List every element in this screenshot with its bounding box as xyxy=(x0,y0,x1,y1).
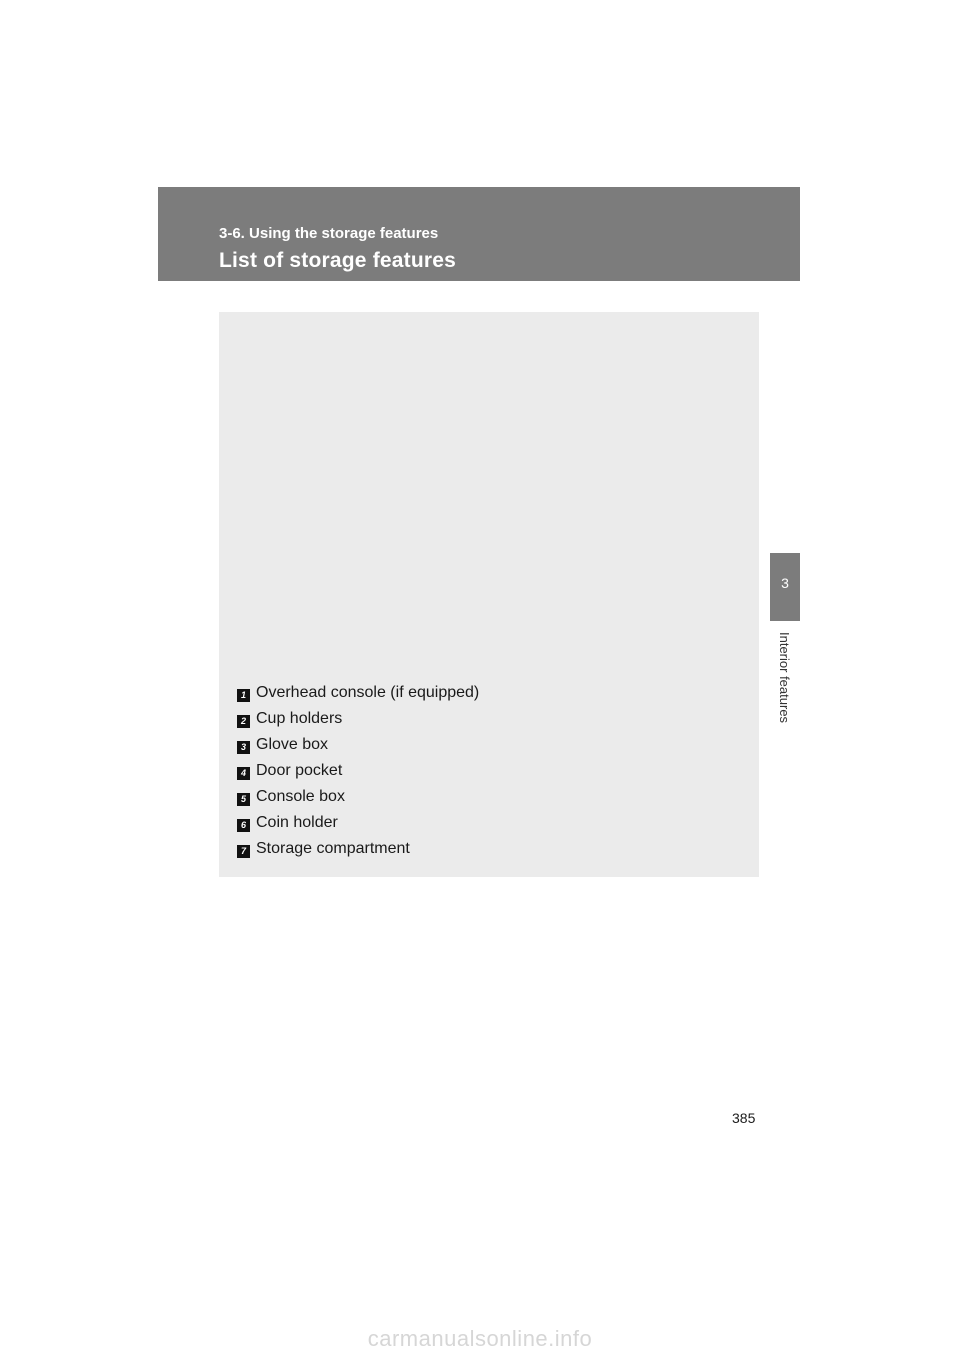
legend-item xyxy=(237,732,479,758)
illustration-panel xyxy=(219,312,759,877)
number-marker-icon: 5 xyxy=(237,793,250,806)
number-marker-icon: 7 xyxy=(237,845,250,858)
page-number: 385 xyxy=(732,1110,756,1126)
legend-label: Coin holder xyxy=(256,814,338,831)
legend-label: Console box xyxy=(256,788,345,805)
legend-item xyxy=(237,836,479,862)
legend-label: Cup holders xyxy=(256,710,343,727)
legend-label: Storage compartment xyxy=(256,840,410,857)
page-title: List of storage features xyxy=(219,249,457,272)
number-marker-icon: 1 xyxy=(237,689,250,702)
chapter-name: Interior features xyxy=(777,632,792,724)
legend-item xyxy=(237,680,479,706)
legend-list xyxy=(237,680,479,862)
legend-item xyxy=(237,810,479,836)
header-band xyxy=(158,187,800,281)
legend-label: Overhead console (if equipped) xyxy=(256,684,480,701)
number-marker-icon: 2 xyxy=(237,715,250,728)
chapter-number: 3 xyxy=(781,575,789,591)
number-marker-icon: 3 xyxy=(237,741,250,754)
legend-item xyxy=(237,758,479,784)
legend-item xyxy=(237,706,479,732)
number-marker-icon: 4 xyxy=(237,767,250,780)
section-label: 3-6. Using the storage features xyxy=(219,225,439,242)
legend-item xyxy=(237,784,479,810)
number-marker-icon: 6 xyxy=(237,819,250,832)
legend-label: Door pocket xyxy=(256,762,343,779)
legend-label: Glove box xyxy=(256,736,329,753)
chapter-tab[interactable] xyxy=(770,553,800,621)
watermark: carmanualsonline.info xyxy=(367,1326,593,1351)
